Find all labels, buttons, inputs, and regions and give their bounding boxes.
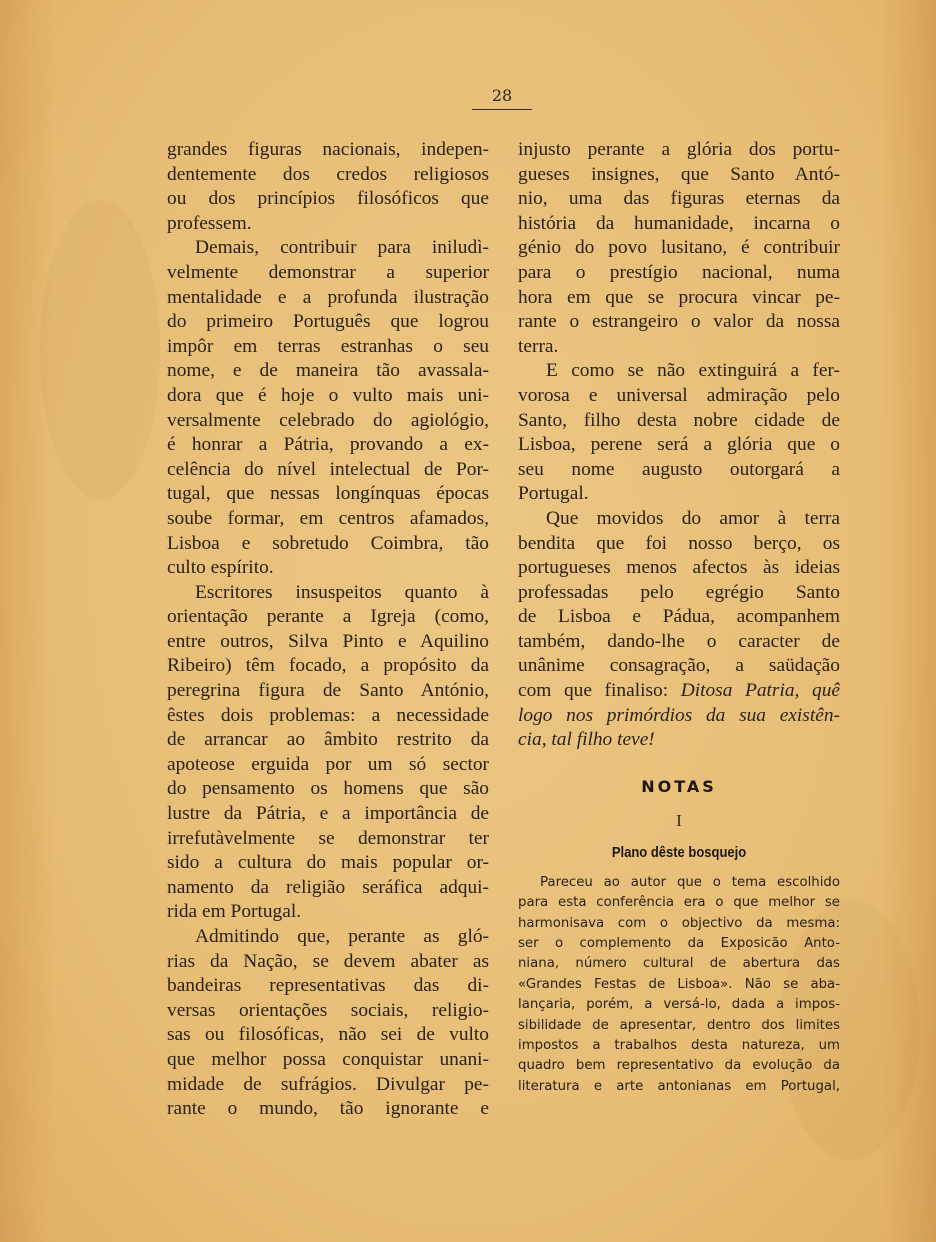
notes-section-number: I — [676, 810, 682, 830]
text-line: génio do povo lusitano, é contribuir — [518, 237, 840, 259]
text-line: velmente demonstrar a superior — [167, 261, 489, 283]
paper-stain — [40, 200, 160, 500]
text-line: sas ou filosóficas, não sei de vulto — [167, 1024, 489, 1046]
notes-body — [518, 873, 840, 1097]
text-line: entre outros, Silva Pinto e Aquilino — [167, 630, 489, 652]
text-line: celência do nível intelectual de Por- — [167, 458, 489, 480]
closing-line-prefix: com que finaliso: — [518, 680, 681, 702]
text-line: professem. — [167, 212, 252, 234]
text-line: do pensamento os homens que são — [167, 778, 489, 800]
text-line: Portugal. — [518, 483, 589, 505]
closing-quote-line2: logo nos primórdios da sua existên- — [518, 704, 840, 726]
text-line: Admitindo que, perante as gló- — [195, 926, 489, 947]
text-line: bendita que foi nosso berço, os — [518, 532, 840, 554]
note-line: literatura e arte antonianas em Portugal, — [518, 1078, 840, 1094]
note-line: quadro bem representativo da evolução da — [518, 1058, 840, 1074]
text-line: rida em Portugal. — [167, 901, 302, 923]
note-line: lançaria, porém, a versá-lo, dada a impos- — [518, 997, 840, 1013]
text-line: Ribeiro) têm focado, a propósito da — [167, 655, 489, 677]
right-column-body — [518, 138, 840, 679]
text-line: impôr em terras estranhas o seu — [167, 335, 489, 357]
note-line: Pareceu ao autor que o tema escolhido — [540, 874, 840, 890]
text-line: irrefutàvelmente se demonstrar ter — [167, 827, 489, 849]
text-line: Demais, contribuir para iniludì- — [195, 237, 489, 259]
text-line: professadas pelo egrégio Santo — [518, 581, 840, 603]
right-column — [518, 138, 840, 1097]
text-line: culto espírito. — [167, 557, 274, 579]
closing-quote-line — [518, 704, 840, 729]
text-line: de arrancar ao âmbito restrito da — [167, 729, 489, 751]
text-line: rante o estrangeiro o valor da nossa — [518, 311, 840, 333]
text-line: também, dando-lhe o caracter de — [518, 630, 840, 652]
text-line: nome, e de maneira tão avassala- — [167, 360, 489, 382]
page-number: 28 — [491, 86, 513, 105]
note-line: ser o complemento da Exposicão Anto- — [518, 936, 840, 952]
text-line: de Lisboa e Pádua, acompanhem — [518, 606, 840, 628]
text-line: que melhor possa conquistar unani- — [167, 1048, 489, 1070]
note-line: «Grandes Festas de Lisboa». Não se aba- — [518, 976, 840, 992]
text-line: versas orientações sociais, religio- — [167, 999, 489, 1021]
text-line: orientação perante a Igreja (como, — [167, 606, 489, 628]
text-line: peregrina figura de Santo António, — [167, 680, 489, 702]
note-line: impostos a trabalhos desta natureza, um — [518, 1037, 840, 1053]
text-line: grandes figuras nacionais, indepen- — [167, 139, 489, 160]
text-line: do primeiro Português que logrou — [167, 311, 489, 333]
note-line: para esta conferência era o que melhor se — [518, 895, 840, 911]
text-line: mentalidade e a profunda ilustração — [167, 286, 489, 308]
text-line: E como se não extinguirá a fer- — [546, 360, 840, 382]
text-line: dora que é hoje o vulto mais uni- — [167, 384, 489, 406]
text-line: hora em que se procura vincar pe- — [518, 286, 840, 308]
text-line: soube formar, em centros afamados, — [167, 507, 489, 529]
text-line: rante o mundo, tão ignorante e — [167, 1098, 489, 1120]
text-line: dentemente dos credos religiosos — [167, 163, 489, 185]
text-line: bandeiras representativas das di- — [167, 975, 489, 997]
note-line: sibilidade de apresentar, dentro dos limites — [518, 1017, 840, 1033]
page-number-rule — [472, 109, 532, 110]
text-line: êstes dois problemas: a necessidade — [167, 704, 489, 726]
left-column — [167, 138, 489, 1122]
text-line: unânime consagração, a saüdação — [518, 655, 840, 677]
text-line: sido a cultura do mais popular or- — [167, 852, 489, 874]
text-line: é honrar a Pátria, provando a ex- — [167, 434, 489, 456]
note-line: niana, número cultural de abertura das — [518, 956, 840, 972]
text-line: versalmente celebrado do agiológio, — [167, 409, 489, 431]
text-line: lustre da Pátria, e a importância de — [167, 803, 489, 825]
text-line: para o prestígio nacional, numa — [518, 261, 840, 283]
text-line: história da humanidade, incarna o — [518, 212, 840, 234]
closing-quote-line1: Ditosa Patria, quê — [680, 680, 840, 702]
closing-quote-line — [518, 728, 840, 753]
text-line: vorosa e universal admiração pelo — [518, 384, 840, 406]
text-line: rias da Nação, se devem abater as — [167, 950, 489, 972]
notes-section-title: Plano dêste bosquejo — [611, 843, 747, 861]
text-line: Lisboa e sobretudo Coimbra, tão — [167, 532, 489, 554]
closing-line — [518, 679, 840, 704]
text-line: seu nome augusto outorgará a — [518, 458, 840, 480]
text-line: Santo, filho desta nobre cidade de — [518, 409, 840, 431]
closing-quote-line3: cia, tal filho teve! — [518, 729, 655, 751]
text-line: Que movidos do amor à terra — [546, 507, 840, 529]
text-line: gueses insignes, que Santo Antó- — [518, 163, 840, 185]
text-line: injusto perante a glória dos portu- — [518, 139, 840, 160]
text-line: ou dos princípios filosóficos que — [167, 188, 489, 210]
notes-heading: NOTAS — [641, 776, 717, 796]
text-line: terra. — [518, 335, 559, 357]
text-line: apoteose erguida por um só sector — [167, 753, 489, 775]
note-line: harmonisava com o objectivo da mesma: — [518, 915, 840, 931]
text-line: portugueses menos afectos às ideias — [518, 557, 840, 579]
text-line: Lisboa, perene será a glória que o — [518, 434, 840, 456]
text-line: nio, uma das figuras eternas da — [518, 188, 840, 210]
text-line: tugal, que nessas longínquas épocas — [167, 483, 489, 505]
text-line: Escritores insuspeitos quanto à — [195, 581, 489, 603]
text-line: midade de sufrágios. Divulgar pe- — [167, 1073, 489, 1095]
text-line: namento da religião seráfica adqui- — [167, 876, 489, 898]
